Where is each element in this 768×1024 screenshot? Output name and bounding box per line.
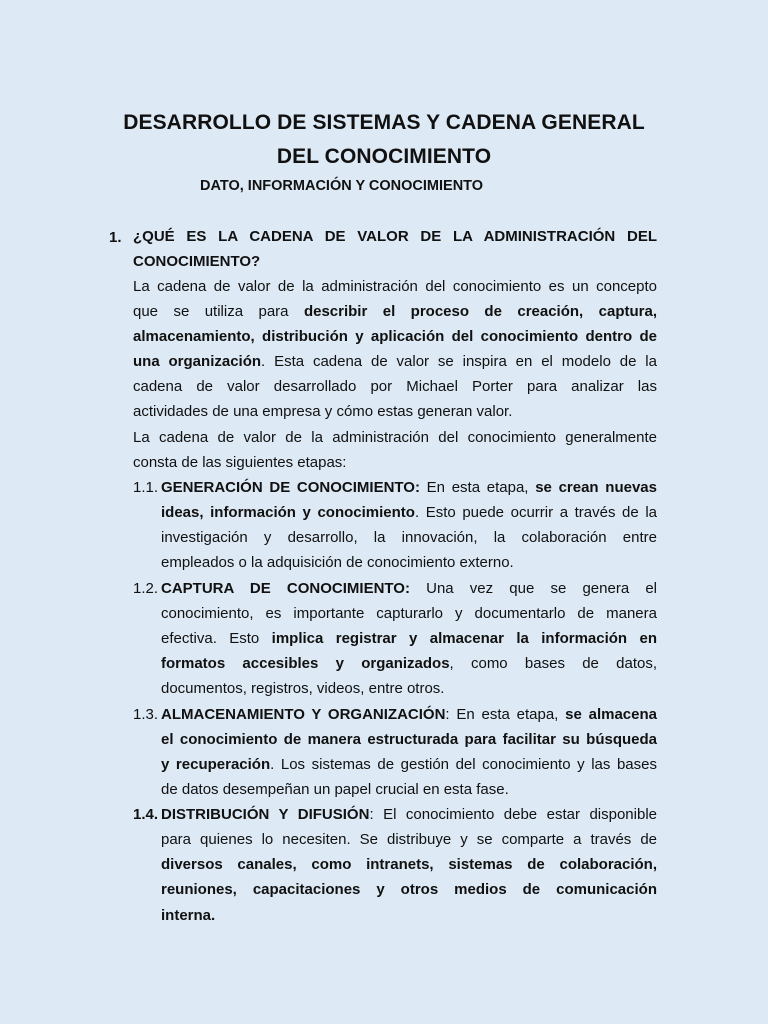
paragraph-line: almacenamiento, distribución y aplicación del conocimiento dentro de — [133, 328, 657, 345]
list-item-line: diversos canales, como intranets, sistemas de colaboración, — [161, 856, 657, 873]
list-item-number: 1.4. — [133, 806, 159, 823]
list-item-line: el conocimiento de manera estructurada para facilitar su búsqueda — [161, 731, 657, 748]
list-item-line: de datos desempeñan un papel crucial en esta fase. — [161, 781, 509, 798]
section-heading-line2: CONOCIMIENTO? — [133, 253, 261, 270]
document-title-line2: DEL CONOCIMIENTO — [276, 145, 492, 168]
paragraph-line: La cadena de valor de la administración del conocimiento es un concepto — [133, 278, 657, 295]
list-item-line: DISTRIBUCIÓN Y DIFUSIÓN: El conocimiento debe estar disponible — [161, 806, 657, 823]
paragraph-line: La cadena de valor de la administración del conocimiento generalmente — [133, 429, 657, 446]
section-heading-line1: ¿QUÉ ES LA CADENA DE VALOR DE LA ADMINISTRACIÓN DEL — [133, 228, 657, 245]
list-item-line: documentos, registros, videos, entre otros. — [161, 680, 445, 697]
paragraph-line: actividades de una empresa y cómo estas generan valor. — [133, 403, 513, 420]
list-item-line: GENERACIÓN DE CONOCIMIENTO: En esta etapa, se crean nuevas — [161, 479, 657, 496]
document-title-line1: DESARROLLO DE SISTEMAS Y CADENA GENERAL — [123, 111, 645, 134]
list-item-line: ideas, información y conocimiento. Esto puede ocurrir a través de la — [161, 504, 657, 521]
paragraph-line: cadena de valor desarrollado por Michael Porter para analizar las — [133, 378, 657, 395]
list-item-line: investigación y desarrollo, la innovación, la colaboración entre — [161, 529, 657, 546]
list-item-number: 1.2. — [133, 580, 159, 597]
section-number: 1. — [109, 229, 122, 246]
document-subtitle: DATO, INFORMACIÓN Y CONOCIMIENTO — [200, 178, 484, 194]
list-item-line: interna. — [161, 907, 216, 924]
paragraph-line: una organización. Esta cadena de valor se inspira en el modelo de la — [133, 353, 657, 370]
list-item-line: ALMACENAMIENTO Y ORGANIZACIÓN: En esta etapa, se almacena — [161, 706, 657, 723]
list-item-line: CAPTURA DE CONOCIMIENTO: Una vez que se genera el — [161, 580, 657, 597]
list-item-number: 1.3. — [133, 706, 159, 723]
list-item-line: formatos accesibles y organizados, como bases de datos, — [161, 655, 658, 672]
list-item-line: para quienes lo necesiten. Se distribuye y se comparte a través de — [161, 831, 657, 848]
paragraph-line: que se utiliza para describir el proceso de creación, captura, — [133, 303, 657, 320]
list-item-number: 1.1. — [133, 479, 159, 496]
list-item-line: efectiva. Esto implica registrar y almacenar la información en — [161, 630, 657, 647]
list-item-line: empleados o la adquisición de conocimiento externo. — [161, 554, 514, 571]
paragraph-line: consta de las siguientes etapas: — [133, 454, 347, 471]
list-item-line: y recuperación. Los sistemas de gestión del conocimiento y las bases — [161, 756, 657, 773]
list-item-line: conocimiento, es importante capturarlo y documentarlo de manera — [161, 605, 657, 622]
list-item-line: reuniones, capacitaciones y otros medios de comunicación — [161, 881, 657, 898]
